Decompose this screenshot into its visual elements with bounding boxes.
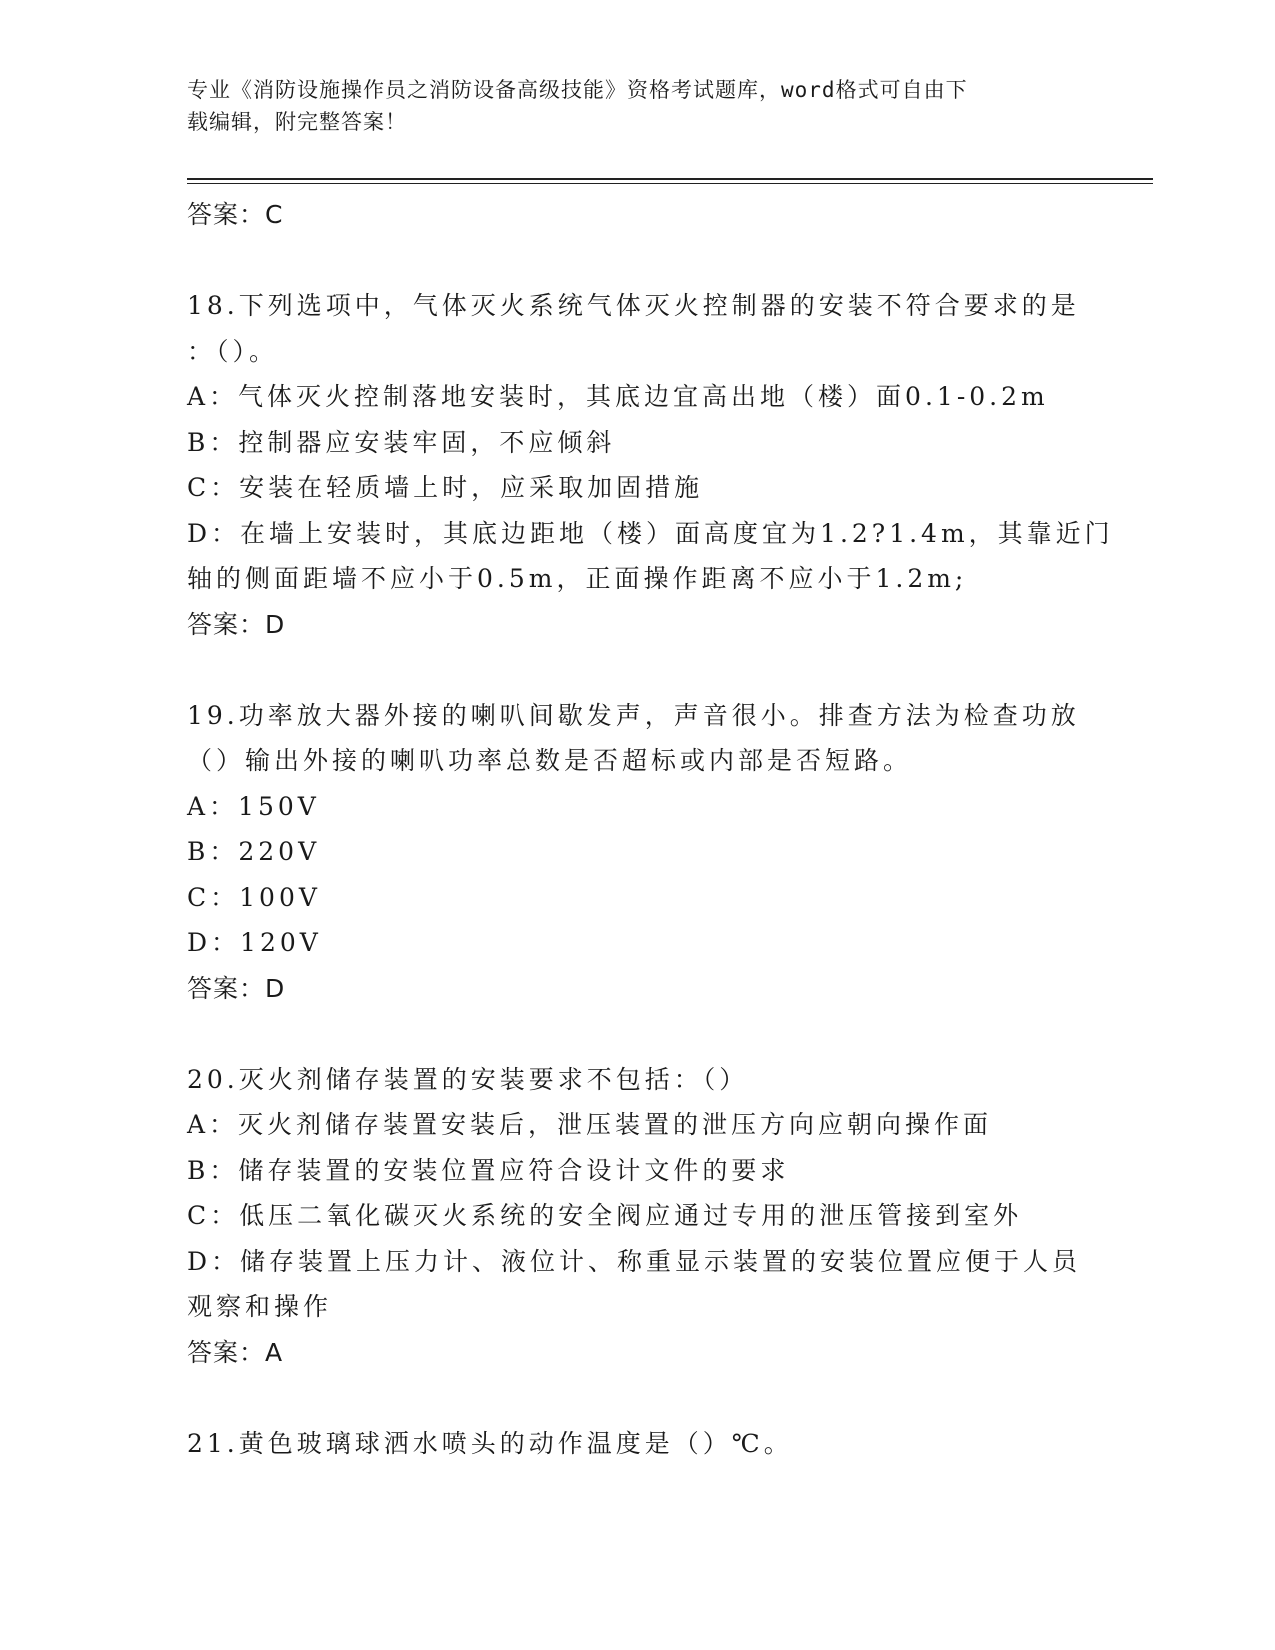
header-divider-thin (187, 183, 1153, 184)
question-18-option-b: B：控制器应安装牢固，不应倾斜 (187, 427, 616, 457)
question-19-stem-line-2: （）输出外接的喇叭功率总数是否超标或内部是否短路。 (187, 746, 913, 775)
question-20-answer: 答案：A (187, 1337, 284, 1367)
question-18-stem-line-2: ：（）。 (187, 336, 279, 366)
question-19-option-c: C：100V (187, 882, 321, 912)
question-21-stem: 21.黄色玻璃球洒水喷头的动作温度是（）℃。 (187, 1428, 793, 1458)
question-19-stem-line-1: 19.功率放大器外接的喇叭间歇发声，声音很小。排查方法为检查功放 (187, 700, 1080, 730)
spacer (187, 238, 1087, 284)
question-20-option-d-line-2: 观察和操作 (187, 1292, 333, 1321)
question-18-option-d-line-2: 轴的侧面距墙不应小于0.5m，正面操作距离不应小于1.2m; (187, 564, 968, 593)
question-18-stem-line-1: 18.下列选项中，气体灭火系统气体灭火控制器的安装不符合要求的是 (187, 291, 1080, 320)
question-20-option-b: B：储存装置的安装位置应符合设计文件的要求 (187, 1155, 790, 1185)
question-18 (187, 283, 1114, 647)
header-divider-thick (187, 178, 1153, 180)
question-18-option-d-line-1: D：在墙上安装时，其底边距地（楼）面高度宜为1.2?1.4m，其靠近门 (187, 518, 1114, 548)
question-20-option-c: C：低压二氧化碳灭火系统的安全阀应通过专用的泄压管接到室外 (187, 1201, 1023, 1230)
header-line-1: 专业《消防设施操作员之消防设备高级技能》资格考试题库，word格式可自由下 (187, 78, 968, 102)
question-20-option-a: A：灭火剂储存装置安装后，泄压装置的泄压方向应朝向操作面 (187, 1110, 993, 1139)
question-19-option-d: D：120V (187, 928, 322, 957)
question-20-option-d-line-1: D：储存装置上压力计、液位计、称重显示装置的安装位置应便于人员 (187, 1246, 1082, 1276)
question-18-option-c: C：安装在轻质墙上时，应采取加固措施 (187, 473, 704, 502)
question-19-option-b: B：220V (187, 837, 321, 866)
spacer (187, 1375, 1087, 1421)
question-18-option-a: A：气体灭火控制落地安装时，其底边宜高出地（楼）面0.1-0.2m (187, 382, 1049, 411)
question-20 (187, 1057, 1087, 1376)
spacer (187, 1011, 1087, 1057)
header-line-2: 载编辑，附完整答案！ (187, 110, 407, 134)
page-header (187, 74, 1087, 138)
question-20-stem: 20.灭火剂储存装置的安装要求不包括：（） (187, 1064, 749, 1094)
question-19-answer: 答案：D (187, 973, 286, 1003)
question-list (187, 192, 1114, 1466)
question-21 (187, 1421, 1087, 1467)
spacer (187, 647, 1087, 693)
previous-answer: 答案：C (187, 200, 284, 229)
question-19-option-a: A：150V (187, 791, 320, 821)
question-19 (187, 693, 1087, 1012)
question-18-answer: 答案：D (187, 609, 286, 639)
